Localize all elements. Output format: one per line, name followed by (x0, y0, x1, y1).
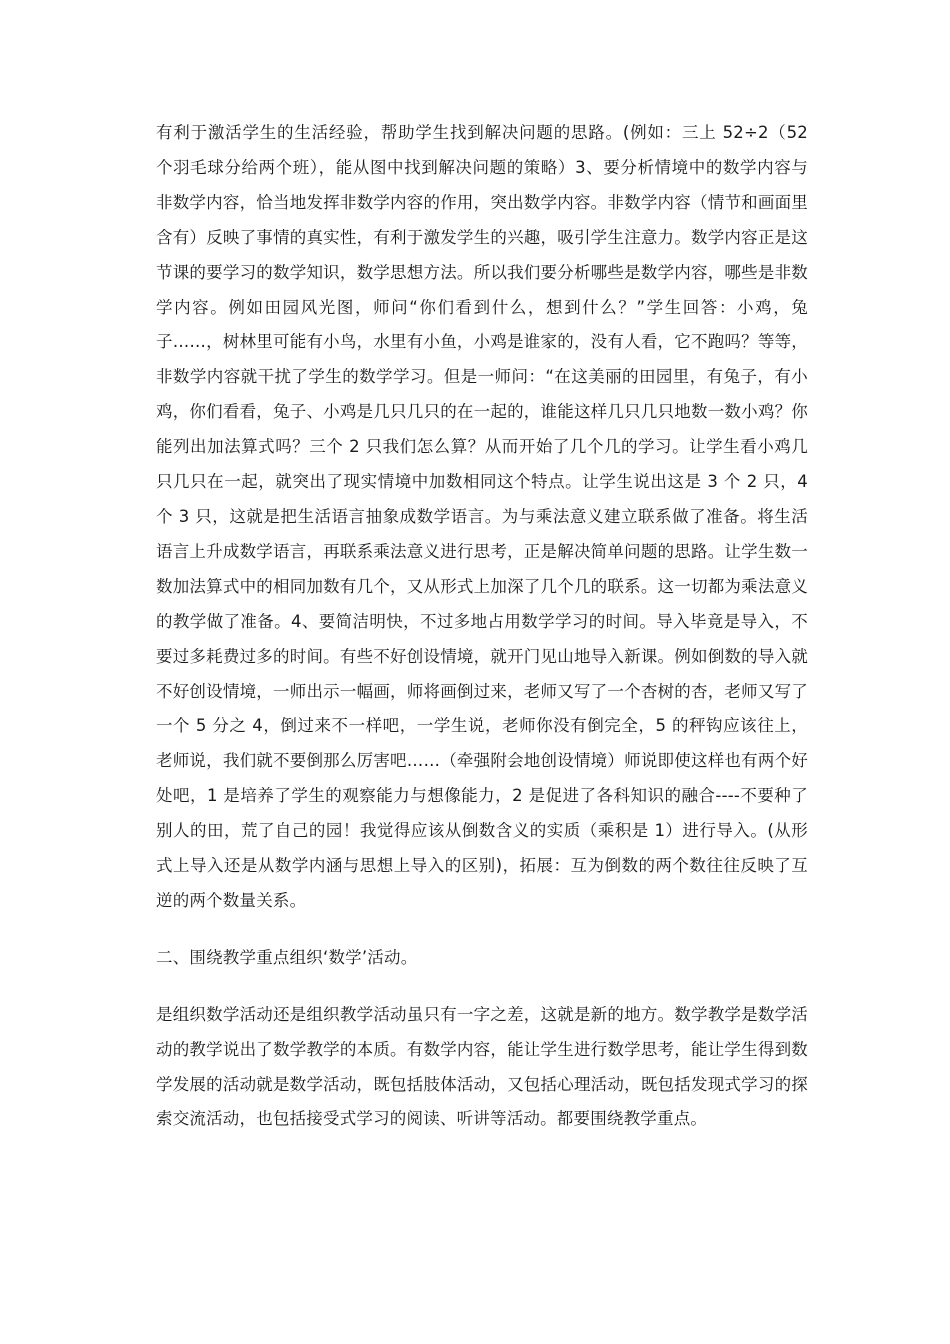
section-heading: 二、围绕教学重点组织‘数学’活动。 (156, 947, 418, 967)
body-paragraph-section-2: 是组织数学活动还是组织教学活动虽只有一字之差，这就是新的地方。数学教学是数学活动的教学说出了数学教学的本质。有数学内容，能让学生进行数学思考，能让学生得到数学发展的活动就是数学活动，既包括肢体活动，又包括心理活动，既包括发现式学习的探索交流活动，也包括接受式学习的阅读、听讲等活动。都要围绕教学重点。 (156, 1004, 808, 1129)
body-paragraph-lead-in: 有利于激活学生的生活经验，帮助学生找到解决问题的思路。(例如：三上 52÷2（52 个羽毛球分给两个班），能从图中找到解决问题的策略）3、要分析情境中的数学内容与非数学内容，恰当地发挥非数学内容的作用，突出数学内容。非数学内容（情节和画面里含有）反映了事情的真实性，有利于激发学生的兴趣，吸引学生注意力。数学内容正是这节课的要学习的数学知识，数学思想方法。所以我们要分析哪些是数学内容，哪些是非数学内容。例如田园风光图，师问“你们看到什么，想到什么？”学生回答：小鸡，兔子……，树林里可能有小鸟，水里有小鱼，小鸡是谁家的，没有人看，它不跑吗？等等，非数学内容就干扰了学生的数学学习。但是一师问：“在这美丽的田园里，有兔子，有小鸡，你们看看，兔子、小鸡是几只几只的在一起的，谁能这样几只几只地数一数小鸡？你能列出加法算式吗？三个 2 只我们怎么算？从而开始了几个几的学习。让学生看小鸡几只几只在一起，就突出了现实情境中加数相同这个特点。让学生说出这是 3 个 2 只，4 个 3 只，这就是把生活语言抽象成数学语言。为与乘法意义建立联系做了准备。将生活语言上升成数学语言，再联系乘法意义进行思考，正是解决简单问题的思路。让学生数一数加法算式中的相同加数有几个，又从形式上加深了几个几的联系。这一切都为乘法意义的教学做了准备。4、要简洁明快，不过多地占用数学学习的时间。导入毕竟是导入，不要过多耗费过多的时间。有些不好创设情境，就开门见山地导入新课。例如倒数的导入就不好创设情境，一师出示一幅画，师将画倒过来，老师又写了一个杏树的杏，老师又写了一个 5 分之 4，倒过来不一样吧，一学生说，老师你没有倒完全，5 的秤钩应该往上，老师说，我们就不要倒那么厉害吧……（牵强附会地创设情境）师说即使这样也有两个好处吧，1 是培养了学生的观察能力与想像能力，2 是促进了各科知识的融合----不要种了别人的田，荒了自己的园！我觉得应该从倒数含义的实质（乘积是 1）进行导入。(从形式上导入还是从数学内涵与思想上导入的区别)，拓展：互为倒数的两个数往往反映了互逆的两个数量关系。 (156, 123, 808, 910)
